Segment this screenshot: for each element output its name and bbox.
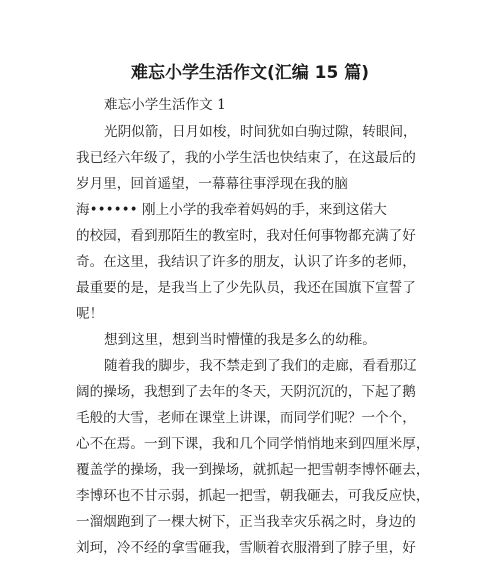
text-line-2: 我已经六年级了，我的小学生活也快结束了，在这最后的: [76, 150, 416, 166]
text-line-16: 一溜烟跑到了一棵大树下，正当我幸灾乐祸之时，身边的: [76, 514, 416, 530]
text-line-10: 随着我的脚步，我不禁走到了我们的走廊，看看那辽: [104, 358, 417, 374]
text-line-14: 覆盖学的操场，我一到操场，就抓起一把雪朝李博怀砸去，: [76, 462, 430, 478]
section-heading: 难忘小学生活作文 1: [104, 97, 226, 113]
text-line-7: 最重要的是，是我当上了少先队员，我还在国旗下宣誓了: [76, 280, 416, 296]
text-line-13: 心不在焉。一到下课，我和几个同学悄悄地来到四厘米厚，: [76, 436, 430, 452]
text-line-12: 毛般的大雪，老师在课堂上讲课，而同学们呢？一个个，: [76, 410, 416, 426]
text-line-17: 刘珂，冷不经的拿雪砸我，雪顺着衣服滑到了脖子里，好: [76, 540, 416, 556]
text-line-5: 的校园，看到那陌生的教室时，我对任何事物都充满了好: [76, 228, 416, 244]
text-line-4: 海•••••• 刚上小学的我牵着妈妈的手，来到这偌大: [76, 202, 387, 218]
text-line-3: 岁月里，回首遥望，一幕幕往事浮现在我的脑: [76, 176, 348, 192]
text-line-6: 奇。在这里，我结识了许多的朋友，认识了许多的老师，: [76, 254, 416, 270]
text-line-8: 呢！: [76, 306, 104, 322]
text-line-15: 李博环也不甘示弱，抓起一把雪，朝我砸去，可我反应快，: [76, 488, 430, 504]
document-title: 难忘小学生活作文(汇编 15 篇): [130, 63, 370, 83]
text-line-1: 光阴似箭，日月如梭，时间犹如白驹过隙，转眼间，: [104, 124, 417, 140]
text-line-11: 阔的操场，我想到了去年的冬天，天阴沉沉的，下起了鹅: [76, 384, 416, 400]
text-line-9: 想到这里，想到当时懵懂的我是多么的幼稚。: [104, 332, 376, 348]
